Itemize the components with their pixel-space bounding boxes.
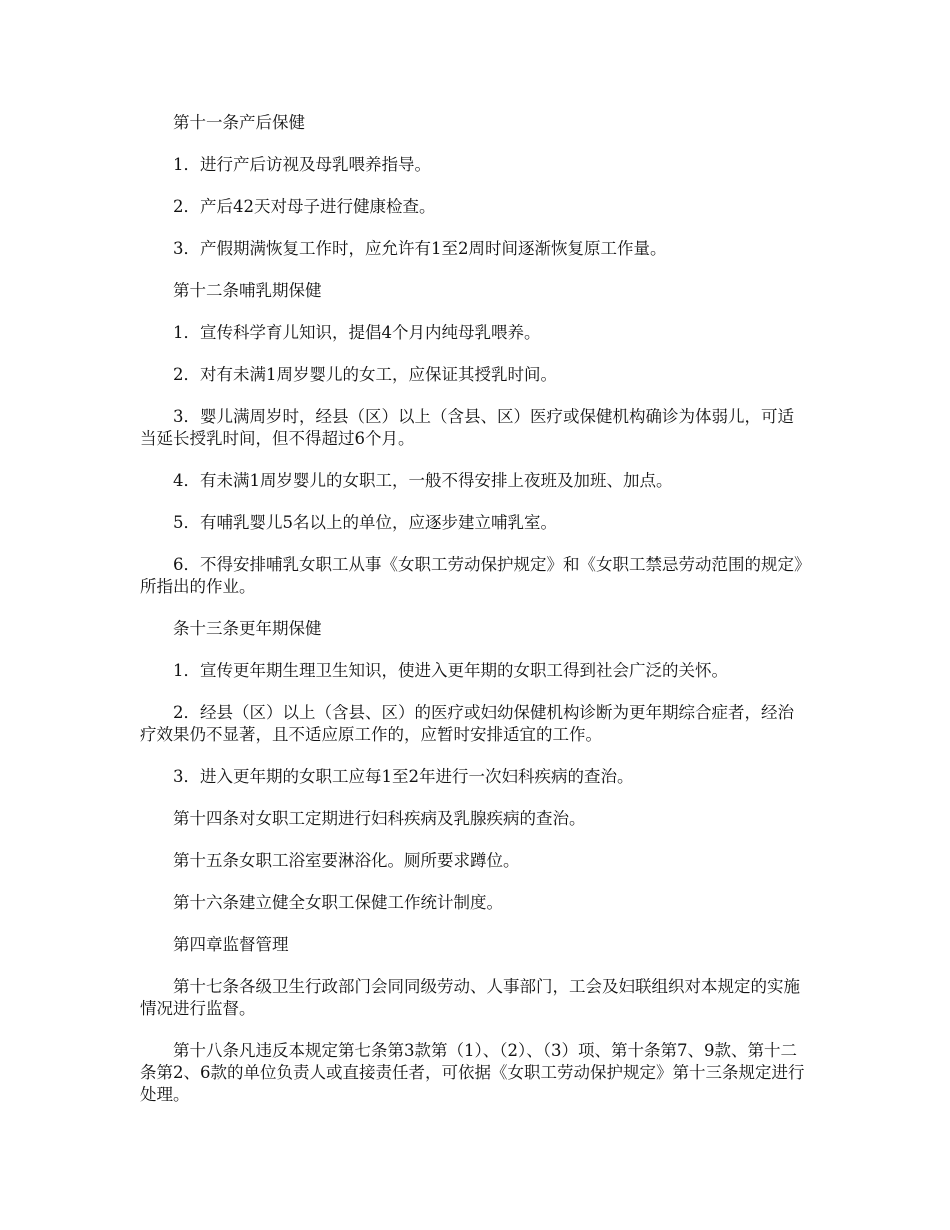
paragraph: 2．经县（区）以上（含县、区）的医疗或妇幼保健机构诊断为更年期综合症者，经治疗效果仍不显著，且不适应原工作的，应暂时安排适宜的工作。 xyxy=(140,703,794,744)
article-11-heading: 第十一条产后保健 xyxy=(173,113,305,132)
paragraph: 4．有未满1周岁婴儿的女职工，一般不得安排上夜班及加班、加点。 xyxy=(173,471,673,490)
paragraph: 2．产后42天对母子进行健康检查。 xyxy=(173,197,436,216)
article-18: 第十八条凡违反本规定第七条第3款第（1）、（2）、（3）项、第十条第7、9款、第十二条第2、6款的单位负责人或直接责任者，可依据《女职工劳动保护规定》第十三条规定进行处理。 xyxy=(140,1041,805,1104)
paragraph: 3．婴儿满周岁时，经县（区）以上（含县、区）医疗或保健机构确诊为体弱儿，可适当延长授乳时间，但不得超过6个月。 xyxy=(140,407,794,448)
paragraph: 5．有哺乳婴儿5名以上的单位，应逐步建立哺乳室。 xyxy=(173,513,557,532)
article-14: 第十四条对女职工定期进行妇科疾病及乳腺疾病的查治。 xyxy=(173,809,586,828)
paragraph: 1．宣传更年期生理卫生知识，使进入更年期的女职工得到社会广泛的关怀。 xyxy=(173,661,728,680)
paragraph: 6．不得安排哺乳女职工从事《女职工劳动保护规定》和《女职工禁忌劳动范围的规定》所指出的作业。 xyxy=(140,555,803,596)
paragraph: 3．产假期满恢复工作时，应允许有1至2周时间逐渐恢复原工作量。 xyxy=(173,239,667,258)
paragraph: 1．进行产后访视及母乳喂养指导。 xyxy=(173,155,431,174)
chapter-4-heading: 第四章监督管理 xyxy=(173,935,289,954)
paragraph: 3．进入更年期的女职工应每1至2年进行一次妇科疾病的查治。 xyxy=(173,767,634,786)
article-17: 第十七条各级卫生行政部门会同同级劳动、人事部门，工会及妇联组织对本规定的实施情况进行监督。 xyxy=(140,977,800,1018)
article-13-heading: 条十三条更年期保健 xyxy=(173,619,322,638)
article-15: 第十五条女职工浴室要淋浴化。厕所要求蹲位。 xyxy=(173,851,520,870)
article-16: 第十六条建立健全女职工保健工作统计制度。 xyxy=(173,893,503,912)
paragraph: 2．对有未满1周岁婴儿的女工，应保证其授乳时间。 xyxy=(173,365,557,384)
document-body xyxy=(140,112,810,1126)
article-12-heading: 第十二条哺乳期保健 xyxy=(173,281,322,300)
paragraph: 1．宣传科学育儿知识，提倡4个月内纯母乳喂养。 xyxy=(173,323,541,342)
